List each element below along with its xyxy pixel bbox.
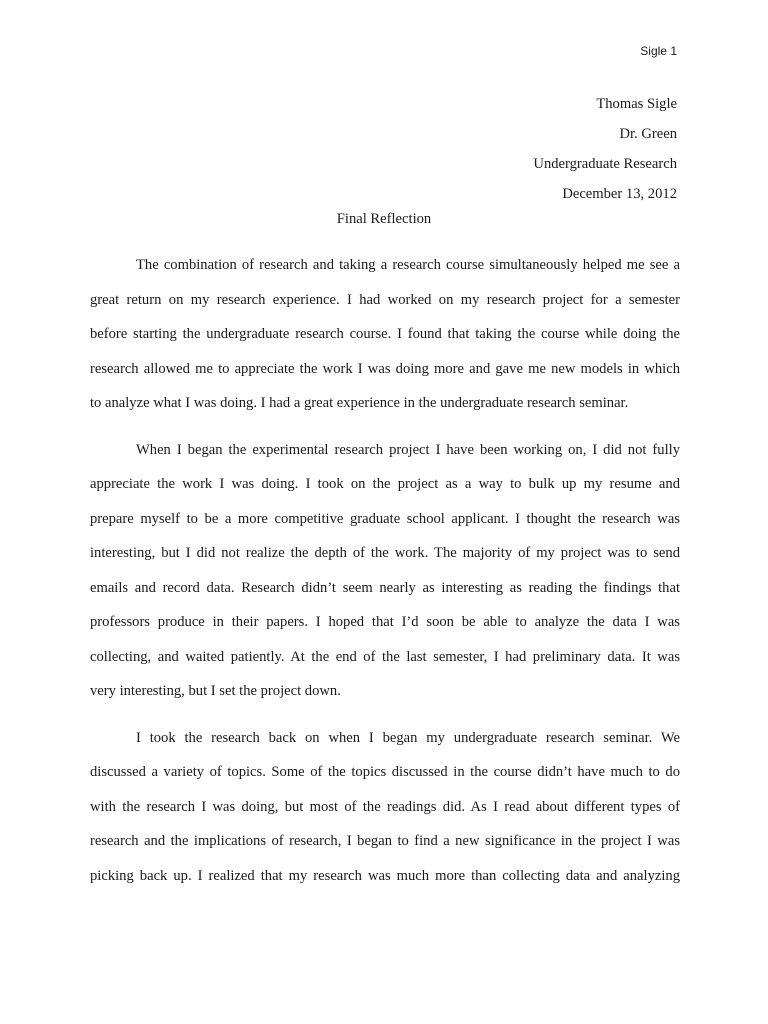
paragraph [90, 721, 680, 894]
document-title: Final Reflection [336, 211, 432, 227]
document-body [90, 248, 680, 905]
text-line: prepare myself to be a more competitive graduate school applicant. I thought the research was [90, 510, 680, 527]
text-line: appreciate the work I was doing. I took on the project as a way to bulk up my resume and [90, 476, 680, 492]
text-line: very interesting, but I set the project down. [90, 683, 341, 699]
text-line: interesting, but I did not realize the depth of the work. The majority of my project was to send [90, 545, 680, 561]
text-line: When I began the experimental research project I have been working on, I did not fully [136, 441, 680, 458]
paragraph [90, 248, 680, 421]
text-line: discussed a variety of topics. Some of the topics discussed in the course didn’t have much to do [90, 764, 680, 780]
text-line: The combination of research and taking a research course simultaneously helped me see a [136, 257, 680, 273]
text-line: before starting the undergraduate research course. I found that taking the course while doing the [90, 326, 680, 342]
text-line: collecting, and waited patiently. At the end of the last semester, I had preliminary data. It was [90, 648, 680, 665]
text-line: great return on my research experience. I had worked on my research project for a semester [90, 291, 680, 308]
instructor-name: Dr. Green [619, 126, 677, 142]
text-line: research allowed me to appreciate the work I was doing more and gave me new models in which [90, 360, 680, 377]
course-name: Undergraduate Research [533, 156, 677, 172]
text-line: picking back up. I realized that my research was much more than collecting data and analyzing [90, 867, 680, 884]
text-line: research and the implications of research, I began to find a new significance in the project I was [90, 833, 680, 849]
text-line: with the research I was doing, but most of the readings did. As I read about different types of [90, 798, 680, 815]
text-line: emails and record data. Research didn’t seem nearly as interesting as reading the findings that [90, 579, 680, 596]
heading-block [533, 89, 677, 209]
running-header: Sigle 1 [640, 44, 677, 58]
text-line: I took the research back on when I began my undergraduate research seminar. We [136, 729, 680, 746]
paragraph [90, 433, 680, 709]
document-date: December 13, 2012 [562, 186, 677, 202]
text-line: to analyze what I was doing. I had a great experience in the undergraduate research seminar. [90, 395, 629, 411]
author-name: Thomas Sigle [596, 96, 677, 112]
text-line: professors produce in their papers. I hoped that I’d soon be able to analyze the data I was [90, 614, 680, 630]
